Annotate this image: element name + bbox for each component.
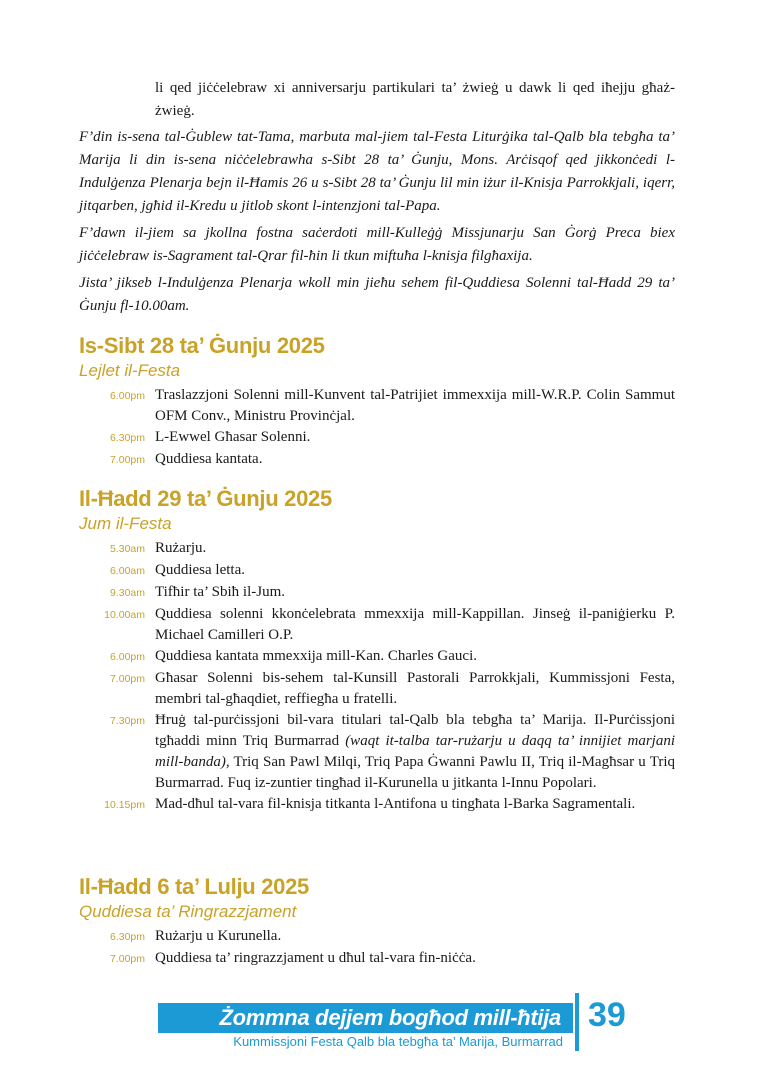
intro-paragraph-3: Jista’ jikseb l-Indulġenza Plenarja wkoll min jieħu sehem fil-Quddiesa Solenni tal-Ħadd 29 ta’ Ġunju fl-10.00am. (79, 275, 675, 314)
schedule-time: 10.00am (104, 609, 145, 621)
procession-text-end: Triq San Pawl Milqi, Triq Papa Ġwanni Pawlu II, Triq il-Magħsar u Triq Burmarrad. Fuq iz-zuntier tingħad il-Kurunella u jitkanta l-Innu Popolari. (155, 754, 675, 791)
schedule-description: Mad-dħul tal-vara fil-knisja titkanta l-Antifona u tingħata l-Barka Sagramentali. (155, 796, 636, 812)
procession-text-start: Ħruġ tal-purċissjoni bil-vara titulari tal-Qalb bla tebgħa ta’ Marija. Il-Purċissjoni tgħaddi minn Triq Burmarrad (155, 712, 675, 749)
intro-paragraph-1: F’din is-sena tal-Ġublew tat-Tama, marbuta mal-jiem tal-Festa Liturġika tal-Qalb bla tebgħa ta’ Marija li din is-sena niċċelebrawha s-Sibt 28 ta’ Ġunju, Mons. Arċisqof qed jikkonċedi l-Indulġenza Plenarja bejn il-Ħamis 26 u s-Sibt 28 ta’ Ġunju lil min iżur il-Knisja Parrokkjali, iqerr, jitqarben, jgħid il-Kredu u jitlob skont l-intenzjoni tal-Papa. (79, 129, 675, 214)
schedule-list (79, 385, 675, 471)
schedule-time: 7.00pm (109, 953, 145, 965)
schedule-item (79, 538, 675, 560)
schedule-time: 7.30pm (109, 715, 145, 727)
schedule-time: 6.00pm (109, 651, 145, 663)
schedule-item (79, 427, 675, 449)
section-heading: Il-Ħadd 6 ta’ Lulju 2025 (79, 874, 309, 899)
intro-paragraph-2: F’dawn il-jiem sa jkollna fostna saċerdoti mill-Kulleġġ Missjunarju San Ġorġ Preca biex jiċċelebraw is-Sagrament tal-Qrar fil-ħin li tkun miftuħa l-knisja filgħaxija. (79, 225, 675, 264)
schedule-time: 9.30am (109, 587, 145, 599)
schedule-item (79, 948, 675, 970)
schedule-item (79, 926, 675, 948)
footer-divider (575, 993, 579, 1051)
schedule-time: 7.00pm (109, 673, 145, 685)
footer-title: Żommna dejjem bogħod mill-ħtija (219, 1005, 561, 1030)
procession-text-italic: (waqt it-talba tar-rużarju u daqq ta’ innijiet marjani mill-banda), (155, 733, 676, 770)
schedule-item (79, 604, 675, 646)
schedule-time: 6.00pm (109, 390, 145, 402)
schedule-list (79, 538, 675, 816)
schedule-time: 6.30pm (109, 432, 145, 444)
schedule-item (79, 582, 675, 604)
footer-banner (158, 1003, 573, 1033)
schedule-list (79, 926, 675, 970)
schedule-item (79, 710, 675, 794)
schedule-item (79, 668, 675, 710)
schedule-time: 6.30pm (109, 931, 145, 943)
schedule-time: 10.15pm (104, 799, 145, 811)
continuation-paragraph: li qed jiċċelebraw xi anniversarju partikulari ta’ żwieġ u dawk li qed iħejju għaż-żwieġ. (155, 80, 675, 119)
schedule-description: Rużarju. (155, 540, 207, 556)
schedule-description: Quddiesa kantata mmexxija mill-Kan. Charles Gauci. (155, 648, 477, 664)
schedule-time: 6.00am (109, 565, 145, 577)
section-subheading: Jum il-Festa (79, 514, 172, 533)
schedule-description: Quddiesa letta. (155, 562, 245, 578)
schedule-item (79, 560, 675, 582)
schedule-description: L-Ewwel Għasar Solenni. (155, 429, 311, 445)
section-subheading: Lejlet il-Festa (79, 361, 181, 380)
schedule-time: 5.30am (109, 543, 145, 555)
schedule-description: Għasar Solenni bis-sehem tal-Kunsill Pastorali Parrokkjali, Kummissjoni Festa, membri tal-għaqdiet, reffiegħa u fratelli. (155, 670, 675, 707)
section-heading: Il-Ħadd 29 ta’ Ġunju 2025 (79, 486, 332, 511)
schedule-description (155, 710, 675, 794)
schedule-description: Traslazzjoni Solenni mill-Kunvent tal-Patrijiet immexxija mill-W.R.P. Colin Sammut OFM Conv., Ministru Provinċjal. (155, 387, 675, 424)
page-number: 39 (588, 996, 626, 1034)
schedule-item (79, 385, 675, 427)
schedule-item (79, 449, 675, 471)
schedule-description: Quddiesa ta’ ringrazzjament u dħul tal-vara fin-niċċa. (155, 950, 476, 966)
schedule-description: Tifħir ta’ Sbiħ il-Jum. (155, 584, 286, 600)
footer-subtitle: Kummissjoni Festa Qalb bla tebgħa ta’ Marija, Burmarrad (233, 1034, 563, 1049)
section-subheading: Quddiesa ta’ Ringrazzjament (79, 902, 297, 921)
schedule-item (79, 794, 675, 816)
schedule-time: 7.00pm (109, 454, 145, 466)
schedule-description: Quddiesa solenni kkonċelebrata mmexxija mill-Kappillan. Jinseġ il-paniġierku P. Michael Camilleri O.P. (155, 606, 675, 643)
schedule-item (79, 646, 675, 668)
schedule-description: Rużarju u Kurunella. (155, 928, 282, 944)
section-heading: Is-Sibt 28 ta’ Ġunju 2025 (79, 333, 325, 358)
schedule-description: Quddiesa kantata. (155, 451, 263, 467)
